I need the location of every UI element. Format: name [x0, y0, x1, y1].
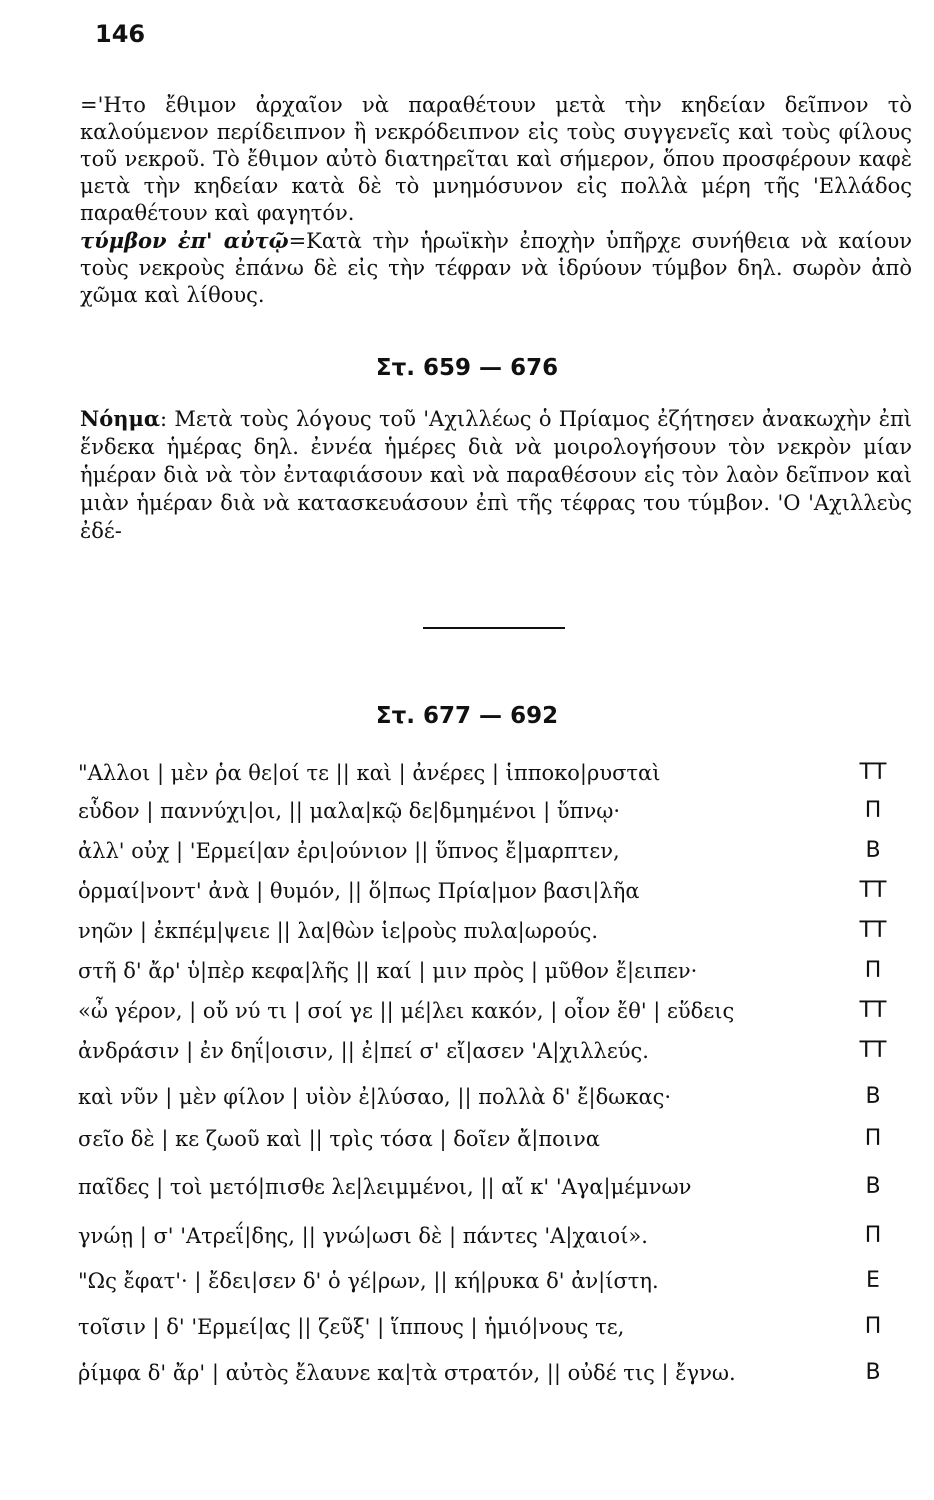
verse-line — [78, 758, 910, 788]
verse-line — [78, 996, 910, 1026]
verse-line — [78, 1312, 910, 1342]
verse-line — [78, 1266, 910, 1296]
verse-line — [78, 916, 910, 946]
verse-line — [78, 1124, 910, 1154]
verse-line — [78, 1036, 910, 1066]
commentary-term-paragraph — [80, 227, 912, 309]
verse-text: ἀνδράσιν | ἐν δηΐ|οισιν, || ἐ|πεί σ' εἴ|ασεν 'Α|χιλλεύς. — [78, 1039, 649, 1063]
commentary-term-text: =Κατὰ τὴν ἡρωϊκὴν ἐποχὴν ὑπῆρχε συνήθεια νὰ καίουν τοὺς νεκροὺς ἐπάνω δὲ εἰς τὴν τέφραν νὰ ἱδρύουν τύμβον δηλ. σωρὸν ἀπὸ χῶμα καὶ λίθους. — [80, 229, 912, 307]
commentary-notes — [80, 92, 912, 309]
commentary-term: τύμβον ἐπ' αὐτῷ — [80, 228, 289, 253]
noema-paragraph — [80, 405, 912, 545]
noema-text: : Μετὰ τοὺς λόγους τοῦ 'Αχιλλέως ὁ Πρίαμος ἐζήτησεν ἀνακωχὴν ἐπὶ ἕνδεκα ἡμέρας δηλ. ἐννέα ἡμέρες διὰ νὰ μοιρολογήσουν τὸν νεκρὸν μίαν ἡμέραν διὰ νὰ τὸν ἐνταφιάσουν καὶ νὰ παραθέσουν εἰς τὸν λαὸν δεῖπνον καὶ μιὰν ἡμέραν διὰ νὰ κατασκευάσουν ἐπὶ τῆς τέφρας του τύμβον. 'Ο 'Αχιλλεὺς ἐδέ- — [80, 407, 912, 543]
verse-text: γνώῃ | σ' 'Ατρεΐ|δης, || γνώ|ωσι δὲ | πάντες 'Α|χαιοί». — [78, 1224, 648, 1248]
page-number: 146 — [95, 20, 146, 48]
section-heading-659-676: Στ. 659 — 676 — [375, 355, 559, 381]
verse-line — [78, 1172, 910, 1202]
verse-scansion-code: Β — [865, 1084, 881, 1109]
verse-text: ἀλλ' οὐχ | 'Ερμεί|αν ἐρι|ούνιον || ὕπνος ἔ|μαρπτεν, — [78, 839, 620, 863]
verse-text: παῖδες | τοὶ μετό|πισθε λε|λειμμένοι, || αἴ κ' 'Αγα|μέμνων — [78, 1175, 692, 1199]
verse-scansion-code: ΤΤ — [859, 998, 887, 1023]
verse-scansion-code: Β — [865, 1360, 881, 1385]
verse-scansion-code: Β — [865, 1174, 881, 1199]
verse-scansion-code: Β — [865, 838, 881, 863]
verse-line — [78, 836, 910, 866]
verse-scansion-code: Π — [864, 1223, 882, 1248]
verse-text: στῆ δ' ἄρ' ὑ|πὲρ κεφα|λῆς || καί | μιν πρὸς | μῦθον ἔ|ειπεν· — [78, 959, 698, 983]
noema-label: Νόημα — [80, 406, 161, 431]
verse-line — [78, 1082, 910, 1112]
verse-line — [78, 1221, 910, 1251]
verse-text: εὗδον | παννύχι|οι, || μαλα|κῷ δε|δμημένοι | ὕπνῳ· — [78, 799, 621, 823]
verse-text: "Αλλοι | μὲν ῥα θε|οί τε || καὶ | ἀνέρες | ἱπποκο|ρυσταὶ — [78, 761, 661, 785]
verse-scansion-code: Π — [864, 958, 882, 983]
verse-text: σεῖο δὲ | κε ζωοῦ καὶ || τρὶς τόσα | δοῖεν ἄ|ποινα — [78, 1127, 600, 1151]
verse-text: νηῶν | ἐκπέμ|ψειε || λα|θὼν ἱε|ροὺς πυλα|ωρούς. — [78, 919, 599, 943]
verse-text: τοῖσιν | δ' 'Ερμεί|ας || ζεῦξ' | ἵππους | ἡμιό|νους τε, — [78, 1315, 625, 1339]
verse-scansion-code: Ε — [866, 1268, 880, 1293]
verse-scansion-code: Π — [864, 1314, 882, 1339]
verse-scansion-code: Π — [864, 798, 882, 823]
verse-line — [78, 876, 910, 906]
verse-scansion-code: ΤΤ — [859, 918, 887, 943]
verse-line — [78, 1358, 910, 1388]
verse-text: "Ως ἔφατ'· | ἔδει|σεν δ' ὁ γέ|ρων, || κή|ρυκα δ' ἀν|ίστη. — [78, 1269, 659, 1293]
verse-text: καὶ νῦν | μὲν φίλον | υἱὸν ἐ|λύσαο, || πολλὰ δ' ἔ|δωκας· — [78, 1085, 672, 1109]
commentary-paragraph: ='Ητο ἔθιμον ἀρχαῖον νὰ παραθέτουν μετὰ τὴν κηδείαν δεῖπνον τὸ καλούμενον περίδειπνον ἢ νεκρόδειπνον εἰς τοὺς συγγενεῖς καὶ τοὺς φίλους τοῦ νεκροῦ. Τὸ ἔθιμον αὐτὸ διατηρεῖται καὶ σήμερον, ὅπου προσφέρουν καφὲ μετὰ τὴν κηδείαν κατὰ δὲ τὸ μνημόσυνον εἰς πολλὰ μέρη τῆς 'Ελλάδος παραθέτουν καὶ φαγητόν. — [80, 93, 912, 225]
verse-text: ῥίμφα δ' ἄρ' | αὐτὸς ἔλαυνε κα|τὰ στρατόν, || οὐδέ τις | ἔγνω. — [78, 1361, 736, 1385]
verse-scansion-code: ΤΤ — [859, 878, 887, 903]
section-divider — [423, 627, 565, 629]
section-heading-677-692: Στ. 677 — 692 — [375, 703, 559, 729]
verse-line — [78, 956, 910, 986]
verse-text: ὁρμαί|νοντ' ἀνὰ | θυμόν, || ὅ|πως Πρία|μον βασι|λῆα — [78, 879, 640, 903]
verse-scansion-code: Π — [864, 1126, 882, 1151]
verse-line — [78, 796, 910, 826]
verse-text: «ὦ γέρον, | οὔ νύ τι | σοί γε || μέ|λει κακόν, | οἷον ἔθ' | εὕδεις — [78, 999, 735, 1023]
verse-scansion-code: ΤΤ — [859, 760, 887, 785]
verse-scansion-code: ΤΤ — [859, 1038, 887, 1063]
